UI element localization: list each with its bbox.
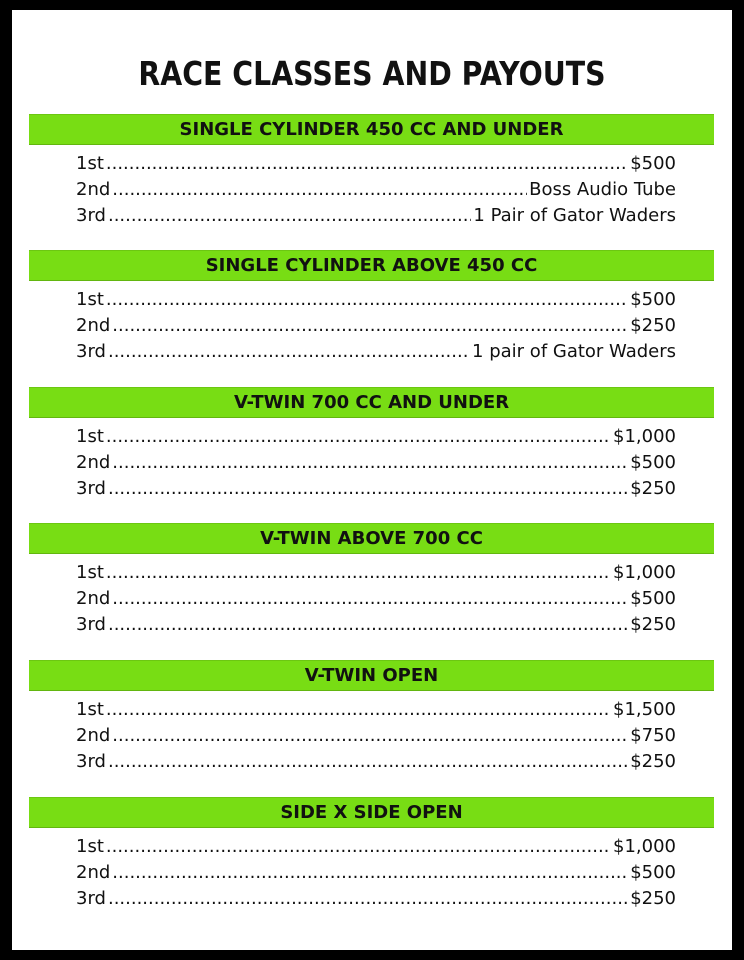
dot-leader [112,588,628,609]
prize-value: $750 [630,725,676,746]
payout-row [76,888,676,914]
place-label: 1st [76,289,104,310]
class-header: SIDE X SIDE OPEN [29,797,714,828]
payout-row [76,426,676,452]
dot-leader [112,452,628,473]
class-section-3 [29,387,714,504]
dot-leader [108,888,628,909]
payout-row [76,289,676,315]
class-header: V-TWIN OPEN [29,660,714,691]
dot-leader [108,341,470,362]
class-header: SINGLE CYLINDER 450 CC AND UNDER [29,114,714,145]
payout-list [29,836,714,914]
page-title: RACE CLASSES AND PAYOUTS [138,54,606,93]
prize-value: $1,000 [613,426,676,447]
place-label: 1st [76,562,104,583]
dot-leader [106,426,611,447]
dot-leader [108,614,628,635]
place-label: 2nd [76,588,111,609]
prize-value: $250 [630,614,676,635]
dot-leader [106,153,628,174]
prize-value: $250 [630,315,676,336]
dot-leader [112,862,628,883]
payout-row [76,699,676,725]
payout-list [29,426,714,504]
payout-list [29,289,714,367]
prize-value: 1 Pair of Gator Waders [473,205,676,226]
prize-value: $250 [630,888,676,909]
dot-leader [108,205,471,226]
payout-row [76,153,676,179]
prize-value: $500 [630,452,676,473]
place-label: 3rd [76,341,106,362]
prize-value: $500 [630,289,676,310]
prize-value: $500 [630,862,676,883]
dot-leader [112,179,527,200]
place-label: 3rd [76,205,106,226]
payout-list [29,153,714,231]
prize-value: Boss Audio Tube [529,179,676,200]
dot-leader [106,699,611,720]
dot-leader [108,478,628,499]
place-label: 2nd [76,725,111,746]
prize-value: $1,000 [613,836,676,857]
prize-value: $500 [630,153,676,174]
place-label: 3rd [76,614,106,635]
payout-row [76,315,676,341]
payout-row [76,614,676,640]
dot-leader [106,562,611,583]
dot-leader [106,289,628,310]
prize-value: $500 [630,588,676,609]
payout-row [76,725,676,751]
place-label: 1st [76,836,104,857]
payout-row [76,341,676,367]
place-label: 1st [76,426,104,447]
class-section-5 [29,660,714,777]
place-label: 2nd [76,862,111,883]
dot-leader [106,836,611,857]
class-header: V-TWIN ABOVE 700 CC [29,523,714,554]
payout-list [29,699,714,777]
prize-value: $1,000 [613,562,676,583]
prize-value: $250 [630,478,676,499]
dot-leader [108,751,628,772]
prize-value: 1 pair of Gator Waders [472,341,676,362]
place-label: 2nd [76,452,111,473]
place-label: 2nd [76,179,111,200]
payout-sheet [12,10,732,950]
class-section-4 [29,523,714,640]
place-label: 1st [76,153,104,174]
payout-row [76,588,676,614]
payout-row [76,751,676,777]
place-label: 2nd [76,315,111,336]
dot-leader [112,315,628,336]
class-section-1 [29,114,714,231]
place-label: 3rd [76,888,106,909]
payout-list [29,562,714,640]
payout-row [76,205,676,231]
place-label: 1st [76,699,104,720]
class-section-2 [29,250,714,367]
prize-value: $1,500 [613,699,676,720]
payout-row [76,179,676,205]
class-header: SINGLE CYLINDER ABOVE 450 CC [29,250,714,281]
payout-row [76,478,676,504]
prize-value: $250 [630,751,676,772]
class-section-6 [29,797,714,914]
payout-row [76,562,676,588]
payout-row [76,836,676,862]
place-label: 3rd [76,478,106,499]
class-header: V-TWIN 700 CC AND UNDER [29,387,714,418]
payout-row [76,452,676,478]
dot-leader [112,725,628,746]
place-label: 3rd [76,751,106,772]
payout-row [76,862,676,888]
